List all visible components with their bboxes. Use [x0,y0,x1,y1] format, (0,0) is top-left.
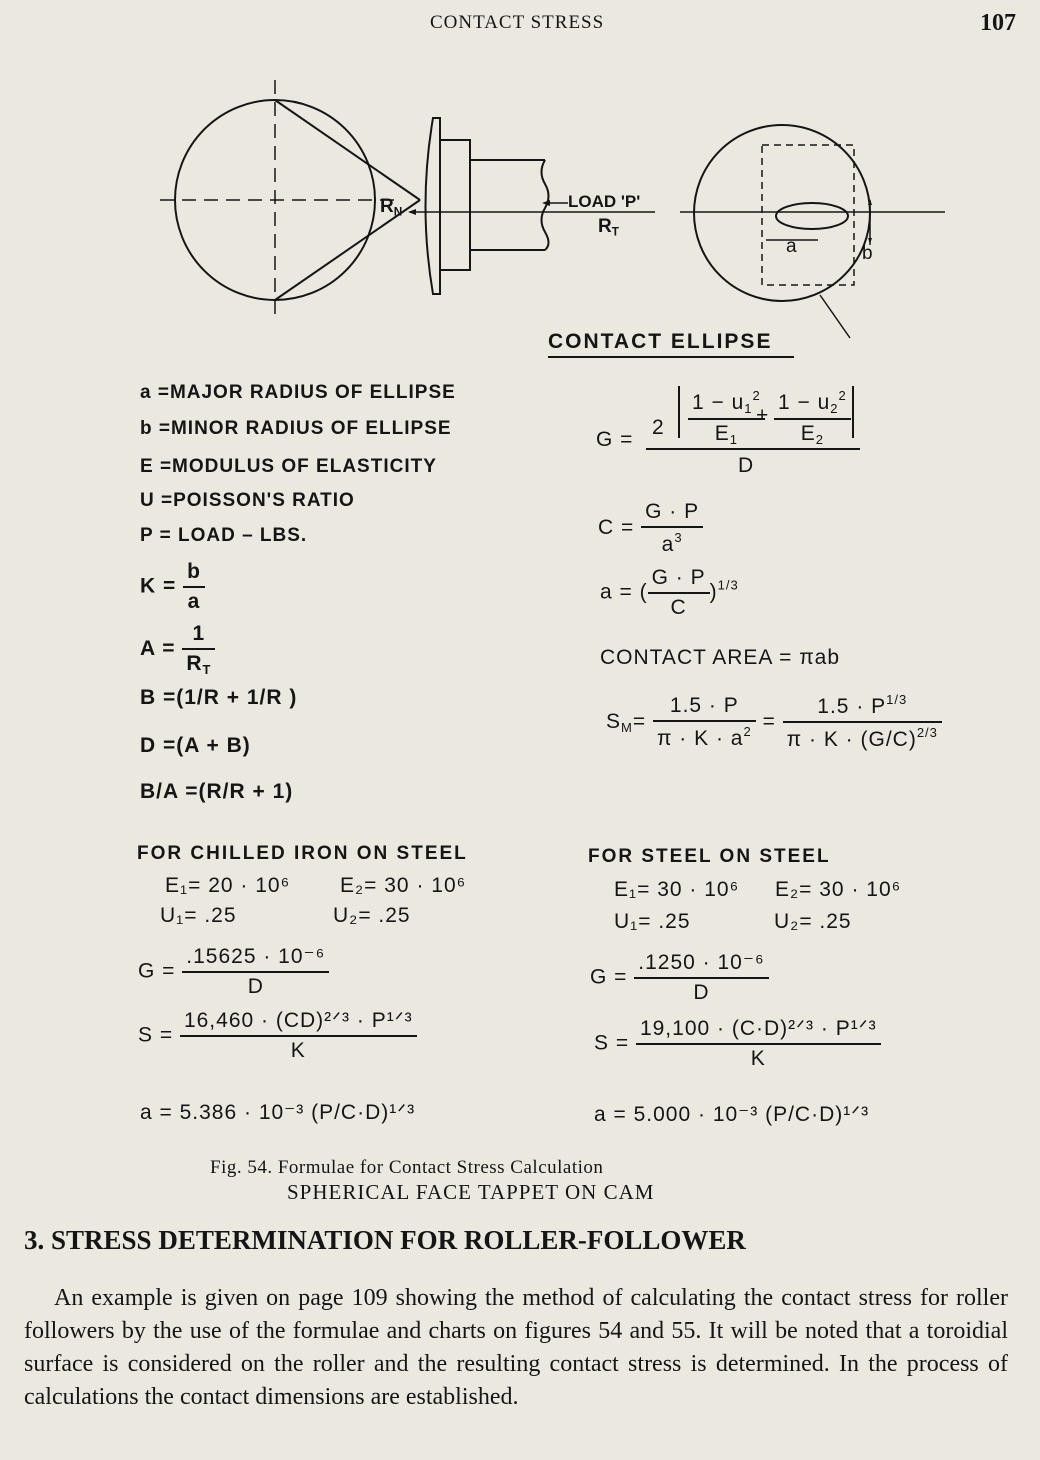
tappet-face [426,118,441,294]
cam-tangent-upper [275,100,420,200]
ellipse-leader [820,295,850,338]
legend-item-a: a =MAJOR RADIUS OF ELLIPSE [140,382,456,403]
chilled-u2: U₂= .25 [333,904,411,927]
steel-e2: E₂= 30 · 10⁶ [775,878,902,901]
chilled-a-formula: a = 5.386 · 10⁻³ (P/C·D)¹ᐟ³ [140,1101,416,1124]
material-heading-steel: FOR STEEL ON STEEL [588,846,831,867]
chilled-e2: E₂= 30 · 10⁶ [340,874,467,897]
contact-ellipse-shape [776,203,848,229]
steel-u2: U₂= .25 [774,910,852,933]
label-a: a [786,236,797,257]
label-b: b [862,243,873,264]
c-formula: C = $\frac{G \cdot P}{a^3}$ [598,500,703,557]
chilled-e1: E₁= 20 · 10⁶ [165,874,291,897]
a-definition: A = $\frac{1}{R_T}$ [140,622,215,677]
sm-formula: $S_M=$ $\frac{1.5 \cdot P}{\pi \cdot K \cdot a^2}$ = $\frac{1.5 \cdot P^{1/3}}{\pi \cdot K \cdot (G/C)^{2/3}}$ [606,692,942,752]
k-definition: K = $\frac{b}{a}$ [140,560,205,614]
tappet-flange [440,140,470,270]
chilled-s-formula: S = $\frac{\text{16,460 · (CD)²ᐟ³ · P¹ᐟ³}}{K}$ [138,1008,417,1063]
a-formula: a = ( $\frac{G \cdot P}{C}$ )$^{1/3}$ [600,566,739,619]
figure-subcaption: SPHERICAL FACE TAPPET ON CAM [287,1180,655,1204]
label-load-p: LOAD 'P' [568,192,641,211]
contact-ellipse-underline [548,356,794,358]
legend-item-u: U =POISSON'S RATIO [140,490,355,511]
body-paragraph: An example is given on page 109 showing the method of calculating the contact stress for roller followers by the use of the formulae and charts on figures 54 and 55. It will be noted that a toroidial surface is considered on the roller and the resulting contact stress is determined. In the process of calculations the contact dimensions are established. [24,1285,1008,1410]
section-heading: 3. STRESS DETERMINATION FOR ROLLER-FOLLOWER [24,1225,746,1255]
cam-tappet-svg [0,0,1040,380]
label-rn: $R_N$ [380,196,403,219]
legend-item-p: P = LOAD – LBS. [140,525,308,546]
chilled-g-formula: G = $\frac{\text{.15625 · 10⁻⁶}}{D}$ [138,944,329,999]
legend-item-e: E =MODULUS OF ELASTICITY [140,456,437,477]
figure-54-drawing [0,0,1040,380]
g-formula: G = 2 $\frac{1 - u_1^2}{E_1}$ + $\frac{1 - u_2^2}{E_2}$ D [596,382,866,480]
steel-g-formula: G = $\frac{\text{.1250 · 10⁻⁶}}{D}$ [590,950,769,1005]
tappet-stem [470,160,545,250]
label-rt: $R_T$ [598,216,619,239]
running-header: CONTACT STRESS [430,12,605,33]
steel-s-formula: S = $\frac{\text{19,100 · (C·D)²ᐟ³ · P¹ᐟ³}}{K}$ [594,1016,881,1071]
b-definition: B =(1/R + 1/R ) [140,686,298,709]
chilled-u1: U₁= .25 [160,904,237,927]
figure-caption: Fig. 54. Formulae for Contact Stress Calculation [210,1157,604,1178]
steel-u1: U₁= .25 [614,910,691,933]
contact-ellipse-label: CONTACT ELLIPSE [548,330,773,353]
steel-a-formula: a = 5.000 · 10⁻³ (P/C·D)¹ᐟ³ [594,1103,870,1126]
steel-e1: E₁= 30 · 10⁶ [614,878,740,901]
legend-item-b: b =MINOR RADIUS OF ELLIPSE [140,418,452,439]
contact-area: CONTACT AREA = πab [600,646,841,669]
d-definition: D =(A + B) [140,734,251,757]
material-heading-chilled-iron: FOR CHILLED IRON ON STEEL [137,843,468,864]
ba-ratio: B/A =(R/R + 1) [140,780,294,803]
page-number: 107 [980,10,1016,36]
contact-circle [694,125,870,301]
